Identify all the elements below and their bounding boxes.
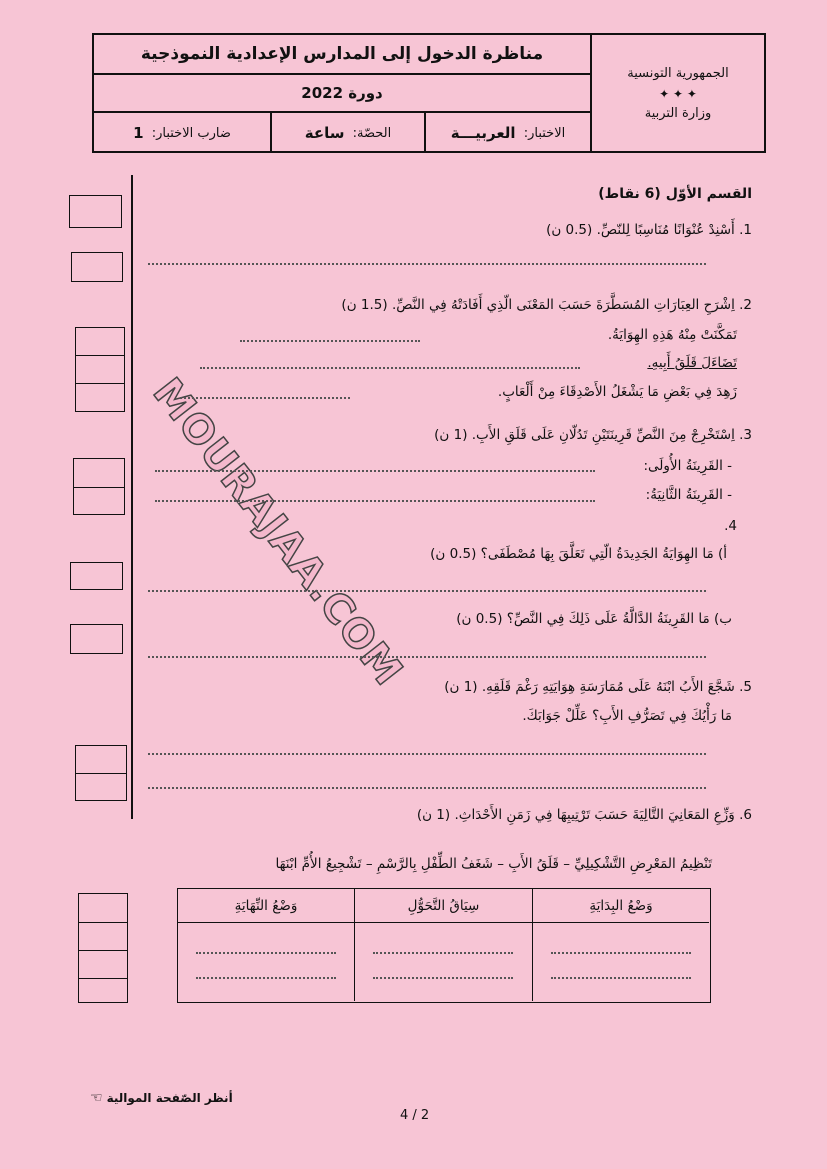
clue-2-label: - القَرِينَةُ الثَّانِيَةُ: [645,487,732,503]
section-points: (6 نقاط) [598,186,661,202]
clue-1-label: - القَرِينَةُ الأُولَى: [643,458,732,474]
question-4a: أ) مَا الهِوَايَةُ الجَدِيدَةُ الّتِي تَعَلَّقَ بِهَا مُصْطَفَى؟ (0.5 ن) [430,546,727,562]
exam-label: الاختبار: [523,125,566,141]
republic-name: الجمهورية التونسية [627,66,729,81]
expression-a: تَمَكَّنَتْ مِنْهُ هَذِهِ الهِوَايَةُ. [607,327,737,343]
answer-line-q5b[interactable] [148,787,706,789]
table-col-end [178,889,355,1001]
coef-label: ضارب الاختبار: [151,125,231,141]
ordering-table [177,888,711,1003]
section-title: القسم الأوّل [665,186,752,202]
grade-box-q4a[interactable] [70,562,123,590]
answer-line-q2a[interactable] [240,340,420,342]
duration-value: ساعة [304,124,345,142]
duration-cell [272,113,426,153]
header-main [94,35,592,153]
duration-label: الحصّة: [352,125,392,141]
grade-box-q3[interactable] [73,458,125,515]
table-header-start: وَضْعُ البِدَايَةِ [533,889,709,923]
grade-box-q1-total[interactable] [71,252,123,282]
question-5-sub: مَا رَأْيُكَ فِي تَصَرُّفِ الأَبِ؟ عَلِّلْ جَوَابَكَ. [522,708,732,724]
answer-line-q3b[interactable] [155,500,595,502]
answer-line-start-1[interactable] [551,952,691,954]
exam-value: العربيـــة [450,124,516,142]
section-heading [598,186,752,202]
grade-box-q2[interactable] [75,327,125,412]
exam-title: مناظرة الدخول إلى المدارس الإعدادية النموذجية [94,35,590,75]
answer-line-q5a[interactable] [148,753,706,755]
margin-line [131,175,133,819]
expression-c: زَهِدَ فِي بَعْضِ مَا يَشْغَلُ الأَصْدِقَاءَ مِنْ أَلْعَابٍ. [497,384,737,400]
table-col-transition [355,889,533,1001]
page-number: 4 / 2 [400,1108,430,1123]
answer-line-q2b[interactable] [200,367,580,369]
grade-box-q4b[interactable] [70,624,123,654]
question-1: 1. أَسْنِدْ عُنْوَانًا مُنَاسِبًا لِلنّصِّ. (0.5 ن) [546,222,752,238]
ministry-name: وزارة التربية [644,106,712,121]
watermark: MOURAJAA.COM [143,370,412,695]
answer-line-transition-2[interactable] [373,977,513,979]
next-page-note [90,1090,233,1106]
coef-cell [94,113,272,153]
table-header-transition: سِيَاقُ التَّحَوُّلِ [355,889,532,923]
answer-line-start-2[interactable] [551,977,691,979]
exam-header [92,33,766,153]
table-col-start [533,889,709,1001]
answer-line-q1[interactable] [148,263,706,265]
table-header-end: وَضْعُ النِّهَايَةِ [178,889,354,923]
answer-line-q2c[interactable] [180,397,350,399]
exam-session: دورة 2022 [94,75,590,113]
grade-box-q5[interactable] [75,745,127,801]
grade-box-q6[interactable] [78,893,128,1003]
question-6: 6. وَزِّعِ المَعَانِيَ التَّالِيَةَ حَسَبَ تَرْتِيبِهَا فِي زَمَنِ الأَحْدَاثِ. (1 ن) [416,807,752,823]
pointing-hand-icon: ☜ [90,1090,103,1106]
stars-ornament: ✦ ✦ ✦ [659,87,697,101]
question-5: 5. شَجَّعَ الأَبُ ابْنَهُ عَلَى مُمَارَسَةِ هِوَايَتِهِ رَغْمَ قَلَقِهِ. (1 ن) [444,679,752,695]
question-4b: ب) مَا القَرِينَةُ الدَّالَّةُ عَلَى ذَلِكَ فِي النَّصِّ؟ (0.5 ن) [456,611,732,627]
answer-line-q4a[interactable] [148,590,706,592]
grade-box-q1[interactable] [69,195,122,228]
answer-line-q3a[interactable] [155,470,595,472]
answer-line-end-2[interactable] [196,977,336,979]
question-6-items: تَنْظِيمُ المَعْرِضِ التَّشْكِيلِيِّ – قَلَقُ الأَبِ – شَغَفُ الطِّفْلِ بِالرَّسْمِ – تَشْجِيعُ الأُمِّ ابْنَهَا [275,856,712,872]
coef-value: 1 [133,124,144,142]
question-3: 3. اِسْتَخْرِجْ مِنَ النَّصِّ قَرِينَتَيْنِ تَدُلّانِ عَلَى قَلَقِ الأَبِ. (1 ن) [434,427,752,443]
header-info-row [94,113,590,153]
answer-line-transition-1[interactable] [373,952,513,954]
ministry-block [592,35,764,153]
expression-b: تَضَاءَلَ قَلَقُ أَبِيهِ. [647,355,737,371]
exam-cell [426,113,590,153]
answer-line-end-1[interactable] [196,952,336,954]
question-2: 2. اِشْرَحِ العِبَارَاتِ المُسَطَّرَةَ حَسَبَ المَعْنَى الّذِي أَفَادَتْهُ فِي النَّصِّ. (1.5 ن) [341,297,752,313]
question-4: 4. [724,518,737,534]
next-page-text: أنظر الصّفحة الموالية [106,1091,233,1105]
answer-line-q4b[interactable] [148,656,706,658]
